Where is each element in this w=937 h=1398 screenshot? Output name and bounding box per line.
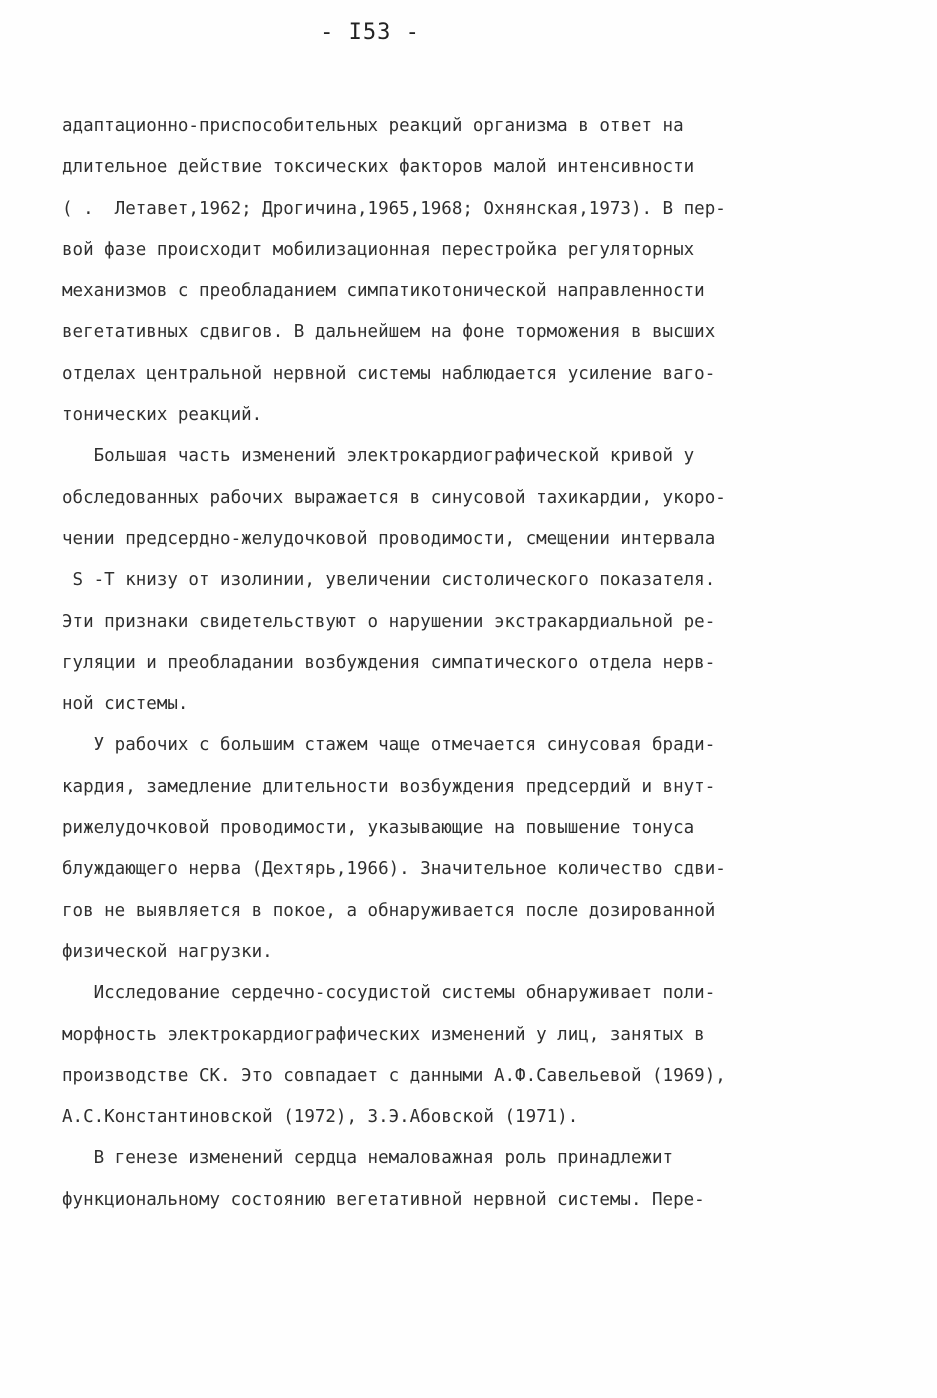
paragraph-2 (62, 436, 882, 725)
text-line: тонических реакций. (62, 405, 263, 426)
text-line: ( . Летавет,1962; Дрогичина,1965,1968; Охнянская,1973). В пер- (62, 198, 726, 219)
text-line: А.С.Константиновской (1972), З.Э.Абовской (1971). (62, 1107, 579, 1128)
paragraph-4 (62, 973, 882, 1138)
text-line: Исследование сердечно-сосудистой системы обнаруживает поли- (62, 983, 716, 1004)
text-line: блуждающего нерва (Дехтярь,1966). Значительное количество сдви- (62, 859, 726, 880)
text-line: функциональному состоянию вегетативной нервной системы. Пере- (62, 1189, 705, 1210)
text-line: кардия, замедление длительности возбуждения предсердий и внут- (62, 776, 716, 797)
paragraph-5 (62, 1138, 882, 1221)
text-line: В генезе изменений сердца немаловажная роль принадлежит (62, 1148, 674, 1169)
text-line: вой фазе происходит мобилизационная перестройка регуляторных (62, 239, 695, 260)
text-line: S -Т книзу от изолинии, увеличении систолического показателя. (62, 570, 716, 591)
text-line: чении предсердно-желудочковой проводимости, смещении интервала (62, 528, 716, 549)
text-line: гов не выявляется в покое, а обнаруживается после дозированной (62, 900, 716, 921)
page-number: - I53 - (320, 20, 420, 45)
text-line: У рабочих с большим стажем чаще отмечается синусовая бради- (62, 735, 716, 756)
text-line: производстве СК. Это совпадает с данными А.Ф.Савельевой (1969), (62, 1065, 726, 1086)
text-line: морфность электрокардиографических изменений у лиц, занятых в (62, 1024, 705, 1045)
text-line: отделах центральной нервной системы наблюдается усиление ваго- (62, 363, 716, 384)
paragraph-1 (62, 106, 882, 436)
text-line: длительное действие токсических факторов малой интенсивности (62, 157, 695, 178)
paragraph-3 (62, 725, 882, 973)
text-line: рижелудочковой проводимости, указывающие на повышение тонуса (62, 818, 695, 839)
text-line: ной системы. (62, 694, 189, 715)
text-line: Эти признаки свидетельствуют о нарушении экстракардиальной ре- (62, 611, 716, 632)
text-line: гуляции и преобладании возбуждения симпатического отдела нерв- (62, 652, 716, 673)
body-text (62, 106, 882, 1221)
text-line: механизмов с преобладанием симпатикотонической направленности (62, 281, 705, 302)
text-line: Большая часть изменений электрокардиографической кривой у (62, 446, 695, 467)
text-line: физической нагрузки. (62, 941, 273, 962)
text-line: адаптационно-приспособительных реакций организма в ответ на (62, 116, 684, 136)
text-line: вегетативных сдвигов. В дальнейшем на фоне торможения в высших (62, 322, 716, 343)
text-line: обследованных рабочих выражается в синусовой тахикардии, укоро- (62, 487, 726, 508)
